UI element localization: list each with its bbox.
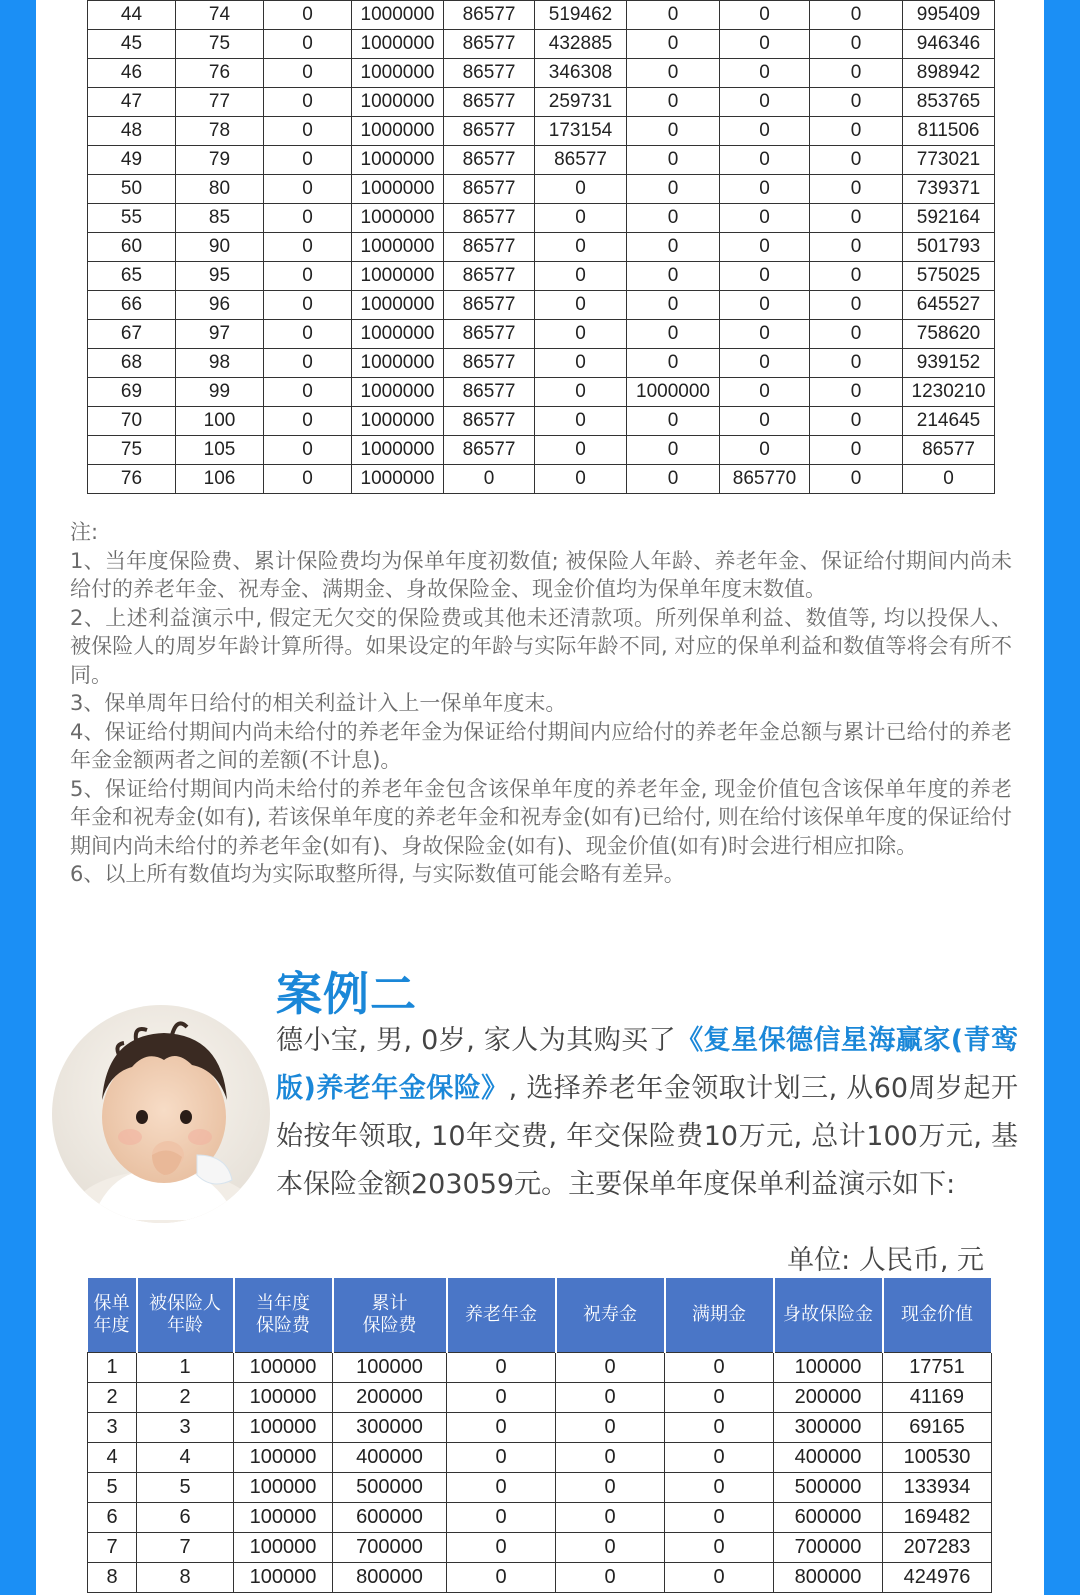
table2-row (88, 1353, 992, 1383)
table2-cell: 424976 (883, 1563, 992, 1593)
table1-cell: 68 (88, 349, 176, 378)
table1-cell: 0 (720, 320, 810, 349)
table1-cell: 865770 (720, 465, 810, 494)
table2-header-cell: 累计 保险费 (333, 1278, 447, 1353)
table1-cell: 0 (264, 291, 352, 320)
table1-cell: 0 (264, 436, 352, 465)
table1-cell: 0 (810, 436, 903, 465)
table2-cell: 100000 (234, 1503, 333, 1533)
table2-header-cell: 祝寿金 (556, 1278, 665, 1353)
table1-cell: 86577 (444, 30, 535, 59)
table1-cell: 173154 (535, 117, 627, 146)
table2-cell: 100000 (234, 1563, 333, 1593)
table1-cell: 0 (720, 30, 810, 59)
table1-cell: 99 (176, 378, 264, 407)
table2-cell: 0 (556, 1413, 665, 1443)
table1-cell: 0 (810, 378, 903, 407)
table1-row (88, 204, 995, 233)
table1-row (88, 175, 995, 204)
table1-cell: 0 (810, 349, 903, 378)
table1-cell: 811506 (903, 117, 995, 146)
table1-cell: 86577 (444, 291, 535, 320)
table1-cell: 0 (720, 1, 810, 30)
table1-cell: 214645 (903, 407, 995, 436)
table1-cell: 86577 (444, 204, 535, 233)
table2-cell: 7 (137, 1533, 234, 1563)
table1-cell: 65 (88, 262, 176, 291)
table2-cell: 0 (447, 1503, 556, 1533)
table1-cell: 86577 (444, 117, 535, 146)
table1-cell: 0 (627, 59, 720, 88)
table2-cell: 4 (88, 1443, 137, 1473)
table1-cell: 0 (810, 465, 903, 494)
table1-cell: 0 (264, 407, 352, 436)
table2-cell: 0 (665, 1533, 774, 1563)
table2-cell: 700000 (333, 1533, 447, 1563)
table1-cell: 44 (88, 1, 176, 30)
table1-cell: 77 (176, 88, 264, 117)
table1-cell: 739371 (903, 175, 995, 204)
table1-cell: 0 (810, 407, 903, 436)
table1-row (88, 233, 995, 262)
table1-row (88, 465, 995, 494)
table1-cell: 1000000 (352, 349, 444, 378)
table1-cell: 0 (264, 378, 352, 407)
table1-cell: 346308 (535, 59, 627, 88)
table1-cell: 645527 (903, 291, 995, 320)
table1-cell: 1000000 (352, 320, 444, 349)
table1-cell: 0 (264, 88, 352, 117)
table2-cell: 2 (88, 1383, 137, 1413)
table1-cell: 0 (810, 1, 903, 30)
table2-cell: 0 (447, 1443, 556, 1473)
table2-header-cell: 身故保险金 (774, 1278, 883, 1353)
table1-cell: 86577 (444, 349, 535, 378)
table2-cell: 0 (665, 1413, 774, 1443)
table2-cell: 6 (137, 1503, 234, 1533)
table2-cell: 3 (137, 1413, 234, 1443)
table2-cell: 41169 (883, 1383, 992, 1413)
table1-cell: 773021 (903, 146, 995, 175)
table1-cell: 0 (627, 349, 720, 378)
table1-cell: 1000000 (352, 407, 444, 436)
table1-cell: 946346 (903, 30, 995, 59)
table1-cell: 259731 (535, 88, 627, 117)
table1-cell: 0 (264, 175, 352, 204)
table1-cell: 86577 (444, 233, 535, 262)
table2-cell: 2 (137, 1383, 234, 1413)
note-item: 1、当年度保险费、累计保险费均为保单年度初数值; 被保险人年龄、养老年金、保证给付期间内尚未给付的养老年金、祝寿金、满期金、身故保险金、现金价值均为保单年度末数值。 (70, 548, 1012, 601)
table1-cell: 60 (88, 233, 176, 262)
table1-cell: 0 (535, 291, 627, 320)
table1-cell: 0 (264, 1, 352, 30)
table1-cell: 0 (720, 407, 810, 436)
table1-cell: 1000000 (352, 59, 444, 88)
table1-cell: 1000000 (352, 465, 444, 494)
table1-cell: 86577 (444, 378, 535, 407)
note-item: 5、保证给付期间内尚未给付的养老年金包含该保单年度的养老年金, 现金价值包含该保单年度的养老年金和祝寿金(如有), 若该保单年度的养老年金和祝寿金(如有)已给付, 则在给付该保单年度的保证给付期间内尚未给付的养老年金(如有)、身故保险金(如有)、现金价值(如有)时会进行相应扣除。 (70, 776, 1012, 858)
table1-cell: 0 (264, 204, 352, 233)
notes-title: 注: (70, 520, 99, 544)
note-item: 6、以上所有数值均为实际取整所得, 与实际数值可能会略有差异。 (70, 862, 685, 886)
table1-cell: 86577 (903, 436, 995, 465)
table1-cell: 995409 (903, 1, 995, 30)
table1-cell: 67 (88, 320, 176, 349)
table1-cell: 86577 (444, 88, 535, 117)
table1-cell: 86577 (444, 436, 535, 465)
notes-section (70, 518, 1012, 889)
table1-row (88, 291, 995, 320)
table1-cell: 0 (810, 59, 903, 88)
table1-cell: 0 (535, 233, 627, 262)
currency-unit-label: 单位: 人民币, 元 (787, 1245, 984, 1276)
table1-cell: 48 (88, 117, 176, 146)
table2-cell: 600000 (333, 1503, 447, 1533)
table2-cell: 200000 (333, 1383, 447, 1413)
table2-cell: 300000 (333, 1413, 447, 1443)
table2-cell: 0 (447, 1473, 556, 1503)
table2-cell: 0 (556, 1533, 665, 1563)
table2-cell: 100000 (234, 1413, 333, 1443)
table2-header-cell: 养老年金 (447, 1278, 556, 1353)
table2-cell: 500000 (333, 1473, 447, 1503)
table2-cell: 400000 (333, 1443, 447, 1473)
table1-cell: 78 (176, 117, 264, 146)
table2-cell: 17751 (883, 1353, 992, 1383)
table1-cell: 1000000 (352, 262, 444, 291)
table1-cell: 66 (88, 291, 176, 320)
table2-cell: 5 (88, 1473, 137, 1503)
table1-cell: 758620 (903, 320, 995, 349)
table1-cell: 0 (627, 1, 720, 30)
table1-cell: 1230210 (903, 378, 995, 407)
table1-cell: 98 (176, 349, 264, 378)
table2-cell: 100000 (234, 1383, 333, 1413)
table1-cell: 0 (264, 117, 352, 146)
table2-cell: 100000 (234, 1533, 333, 1563)
table2-cell: 100000 (234, 1443, 333, 1473)
table2-cell: 7 (88, 1533, 137, 1563)
table1-cell: 47 (88, 88, 176, 117)
table2-cell: 0 (556, 1473, 665, 1503)
table1-cell: 0 (720, 88, 810, 117)
table1-cell: 519462 (535, 1, 627, 30)
table1-cell: 45 (88, 30, 176, 59)
table1-cell: 0 (535, 378, 627, 407)
table1-cell: 1000000 (352, 1, 444, 30)
table1-cell: 0 (903, 465, 995, 494)
table1-cell: 0 (264, 30, 352, 59)
table1-row (88, 407, 995, 436)
table1-cell: 1000000 (352, 88, 444, 117)
table1-cell: 1000000 (352, 233, 444, 262)
content-panel (36, 0, 1044, 1595)
case-two-title: 案例二 (276, 967, 417, 1021)
table1-row (88, 30, 995, 59)
table1-cell: 0 (810, 204, 903, 233)
table1-cell: 0 (810, 262, 903, 291)
table1-cell: 0 (810, 88, 903, 117)
table2-cell: 0 (447, 1563, 556, 1593)
table1-cell: 0 (627, 262, 720, 291)
table1-cell: 0 (720, 349, 810, 378)
table1-row (88, 59, 995, 88)
table1-cell: 1000000 (352, 117, 444, 146)
benefit-table-case1 (87, 0, 995, 494)
table2-cell: 69165 (883, 1413, 992, 1443)
table1-cell: 86577 (444, 146, 535, 175)
table1-cell: 86577 (444, 320, 535, 349)
table1-cell: 0 (264, 146, 352, 175)
table1-cell: 0 (810, 233, 903, 262)
table1-row (88, 146, 995, 175)
table1-cell: 0 (720, 436, 810, 465)
table2-row (88, 1473, 992, 1503)
table1-cell: 1000000 (352, 175, 444, 204)
table1-cell: 0 (264, 349, 352, 378)
table1-cell: 0 (627, 407, 720, 436)
table1-cell: 86577 (535, 146, 627, 175)
note-item: 2、上述利益演示中, 假定无欠交的保险费或其他未还清款项。所列保单利益、数值等, 均以投保人、被保险人的周岁年龄计算所得。如果设定的年龄与实际年龄不同, 对应的保单利益和数值等将会有所不同。 (70, 605, 1012, 687)
table1-cell: 0 (264, 320, 352, 349)
table1-cell: 0 (720, 117, 810, 146)
table2-cell: 0 (556, 1443, 665, 1473)
table1-cell: 0 (627, 465, 720, 494)
table2-cell: 133934 (883, 1473, 992, 1503)
table2-cell: 5 (137, 1473, 234, 1503)
table2-cell: 0 (447, 1353, 556, 1383)
table1-cell: 898942 (903, 59, 995, 88)
table1-row (88, 320, 995, 349)
table1-cell: 0 (627, 204, 720, 233)
story-details: , 选择养老年金领取计划三, 从60周岁起开始按年领取, 10年交费, 年交保险费10万元, 总计100万元, 基本保险金额203059元。主要保单年度保单利益演示如下: (276, 1073, 1019, 1200)
table2-cell: 0 (447, 1533, 556, 1563)
table1-cell: 76 (88, 465, 176, 494)
table2-row (88, 1563, 992, 1593)
table2-cell: 1 (88, 1353, 137, 1383)
table1-cell: 0 (720, 378, 810, 407)
table2-cell: 0 (665, 1443, 774, 1473)
table2-cell: 4 (137, 1443, 234, 1473)
table1-cell: 0 (720, 175, 810, 204)
table2-cell: 6 (88, 1503, 137, 1533)
table1-cell: 592164 (903, 204, 995, 233)
table1-cell: 0 (535, 320, 627, 349)
table2-cell: 600000 (774, 1503, 883, 1533)
table1-row (88, 88, 995, 117)
table1-cell: 939152 (903, 349, 995, 378)
table2-cell: 300000 (774, 1413, 883, 1443)
table1-cell: 85 (176, 204, 264, 233)
table1-cell: 0 (627, 320, 720, 349)
table1-cell: 86577 (444, 175, 535, 204)
table2-cell: 8 (88, 1563, 137, 1593)
table1-cell: 1000000 (352, 146, 444, 175)
baby-avatar-image (52, 1005, 270, 1223)
table2-cell: 100000 (234, 1473, 333, 1503)
table1-cell: 75 (88, 436, 176, 465)
table1-cell: 0 (535, 204, 627, 233)
table1-cell: 0 (627, 291, 720, 320)
table2-cell: 0 (556, 1353, 665, 1383)
table1-cell: 0 (627, 436, 720, 465)
table1-cell: 575025 (903, 262, 995, 291)
table2-row (88, 1413, 992, 1443)
table1-cell: 1000000 (627, 378, 720, 407)
table1-row (88, 436, 995, 465)
table1-cell: 69 (88, 378, 176, 407)
table1-cell: 0 (264, 262, 352, 291)
table1-cell: 55 (88, 204, 176, 233)
table2-cell: 0 (665, 1503, 774, 1533)
table2-cell: 0 (447, 1413, 556, 1443)
table1-cell: 0 (627, 30, 720, 59)
table1-cell: 0 (444, 465, 535, 494)
table2-cell: 0 (556, 1563, 665, 1593)
table1-cell: 0 (720, 262, 810, 291)
table2-cell: 0 (556, 1503, 665, 1533)
table2-cell: 100000 (333, 1353, 447, 1383)
table1-cell: 0 (720, 291, 810, 320)
table1-cell: 80 (176, 175, 264, 204)
table2-row (88, 1533, 992, 1563)
table1-cell: 0 (810, 117, 903, 146)
table1-cell: 95 (176, 262, 264, 291)
table1-cell: 0 (627, 117, 720, 146)
table2-cell: 8 (137, 1563, 234, 1593)
product-name: 《复星保德信星海赢家(青鸾版)养老年金保险》 (276, 1025, 1018, 1104)
table1-cell: 0 (264, 465, 352, 494)
table1-cell: 0 (535, 349, 627, 378)
table2-cell: 0 (665, 1353, 774, 1383)
table1-cell: 49 (88, 146, 176, 175)
table2-cell: 700000 (774, 1533, 883, 1563)
table1-cell: 0 (627, 175, 720, 204)
table2-header-cell: 保单 年度 (88, 1278, 137, 1353)
table2-header-cell: 被保险人 年龄 (137, 1278, 234, 1353)
table2-cell: 1 (137, 1353, 234, 1383)
table2-cell: 0 (665, 1563, 774, 1593)
table1-row (88, 349, 995, 378)
case-two-description (276, 1017, 1018, 1209)
table1-cell: 1000000 (352, 436, 444, 465)
story-intro: 德小宝, 男, 0岁, 家人为其购买了 (276, 1025, 677, 1056)
table2-row (88, 1383, 992, 1413)
table1-cell: 0 (720, 146, 810, 175)
table1-cell: 0 (627, 233, 720, 262)
table1-cell: 97 (176, 320, 264, 349)
table1-cell: 0 (810, 291, 903, 320)
table2-header-cell: 满期金 (665, 1278, 774, 1353)
table1-row (88, 1, 995, 30)
table1-cell: 0 (627, 88, 720, 117)
table2-cell: 3 (88, 1413, 137, 1443)
table1-cell: 86577 (444, 262, 535, 291)
table1-cell: 105 (176, 436, 264, 465)
table2-cell: 0 (665, 1473, 774, 1503)
table1-cell: 1000000 (352, 204, 444, 233)
table1-cell: 96 (176, 291, 264, 320)
table1-cell: 501793 (903, 233, 995, 262)
table1-cell: 76 (176, 59, 264, 88)
table1-cell: 74 (176, 1, 264, 30)
table1-cell: 100 (176, 407, 264, 436)
table1-cell: 50 (88, 175, 176, 204)
table1-cell: 0 (720, 59, 810, 88)
table1-cell: 0 (535, 436, 627, 465)
table2-cell: 800000 (774, 1563, 883, 1593)
table1-cell: 86577 (444, 1, 535, 30)
table2-header-cell: 当年度 保险费 (234, 1278, 333, 1353)
table2-cell: 400000 (774, 1443, 883, 1473)
table1-cell: 0 (720, 233, 810, 262)
table1-cell: 75 (176, 30, 264, 59)
table2-cell: 207283 (883, 1533, 992, 1563)
table2-cell: 0 (447, 1383, 556, 1413)
table1-row (88, 117, 995, 146)
table2-row (88, 1443, 992, 1473)
table1-cell: 1000000 (352, 291, 444, 320)
table2-header-cell: 现金价值 (883, 1278, 992, 1353)
table1-cell: 86577 (444, 407, 535, 436)
table1-cell: 86577 (444, 59, 535, 88)
table1-cell: 0 (535, 407, 627, 436)
table2-cell: 0 (665, 1383, 774, 1413)
table2-cell: 100000 (774, 1353, 883, 1383)
table1-cell: 0 (810, 146, 903, 175)
table1-cell: 106 (176, 465, 264, 494)
table1-cell: 0 (535, 465, 627, 494)
table1-cell: 0 (810, 320, 903, 349)
table1-cell: 1000000 (352, 378, 444, 407)
note-item: 4、保证给付期间内尚未给付的养老年金为保证给付期间内应给付的养老年金总额与累计已给付的养老年金金额两者之间的差额(不计息)。 (70, 719, 1012, 772)
table1-cell: 432885 (535, 30, 627, 59)
table2-cell: 100000 (234, 1353, 333, 1383)
table1-cell: 46 (88, 59, 176, 88)
table2-cell: 100530 (883, 1443, 992, 1473)
table1-cell: 90 (176, 233, 264, 262)
note-item: 3、保单周年日给付的相关利益计入上一保单年度末。 (70, 691, 567, 715)
benefit-table-case2 (87, 1278, 993, 1593)
table1-row (88, 378, 995, 407)
table1-cell: 0 (264, 59, 352, 88)
table1-cell: 1000000 (352, 30, 444, 59)
table1-cell: 853765 (903, 88, 995, 117)
table1-cell: 0 (720, 204, 810, 233)
table1-cell: 70 (88, 407, 176, 436)
table1-cell: 0 (810, 175, 903, 204)
table2-row (88, 1503, 992, 1533)
table1-row (88, 262, 995, 291)
table2-cell: 500000 (774, 1473, 883, 1503)
table2-cell: 200000 (774, 1383, 883, 1413)
table2-cell: 0 (556, 1383, 665, 1413)
table1-cell: 79 (176, 146, 264, 175)
table2-cell: 169482 (883, 1503, 992, 1533)
table1-cell: 0 (627, 146, 720, 175)
table2-cell: 800000 (333, 1563, 447, 1593)
table1-cell: 0 (535, 262, 627, 291)
table1-cell: 0 (535, 175, 627, 204)
table1-cell: 0 (810, 30, 903, 59)
table1-cell: 0 (264, 233, 352, 262)
